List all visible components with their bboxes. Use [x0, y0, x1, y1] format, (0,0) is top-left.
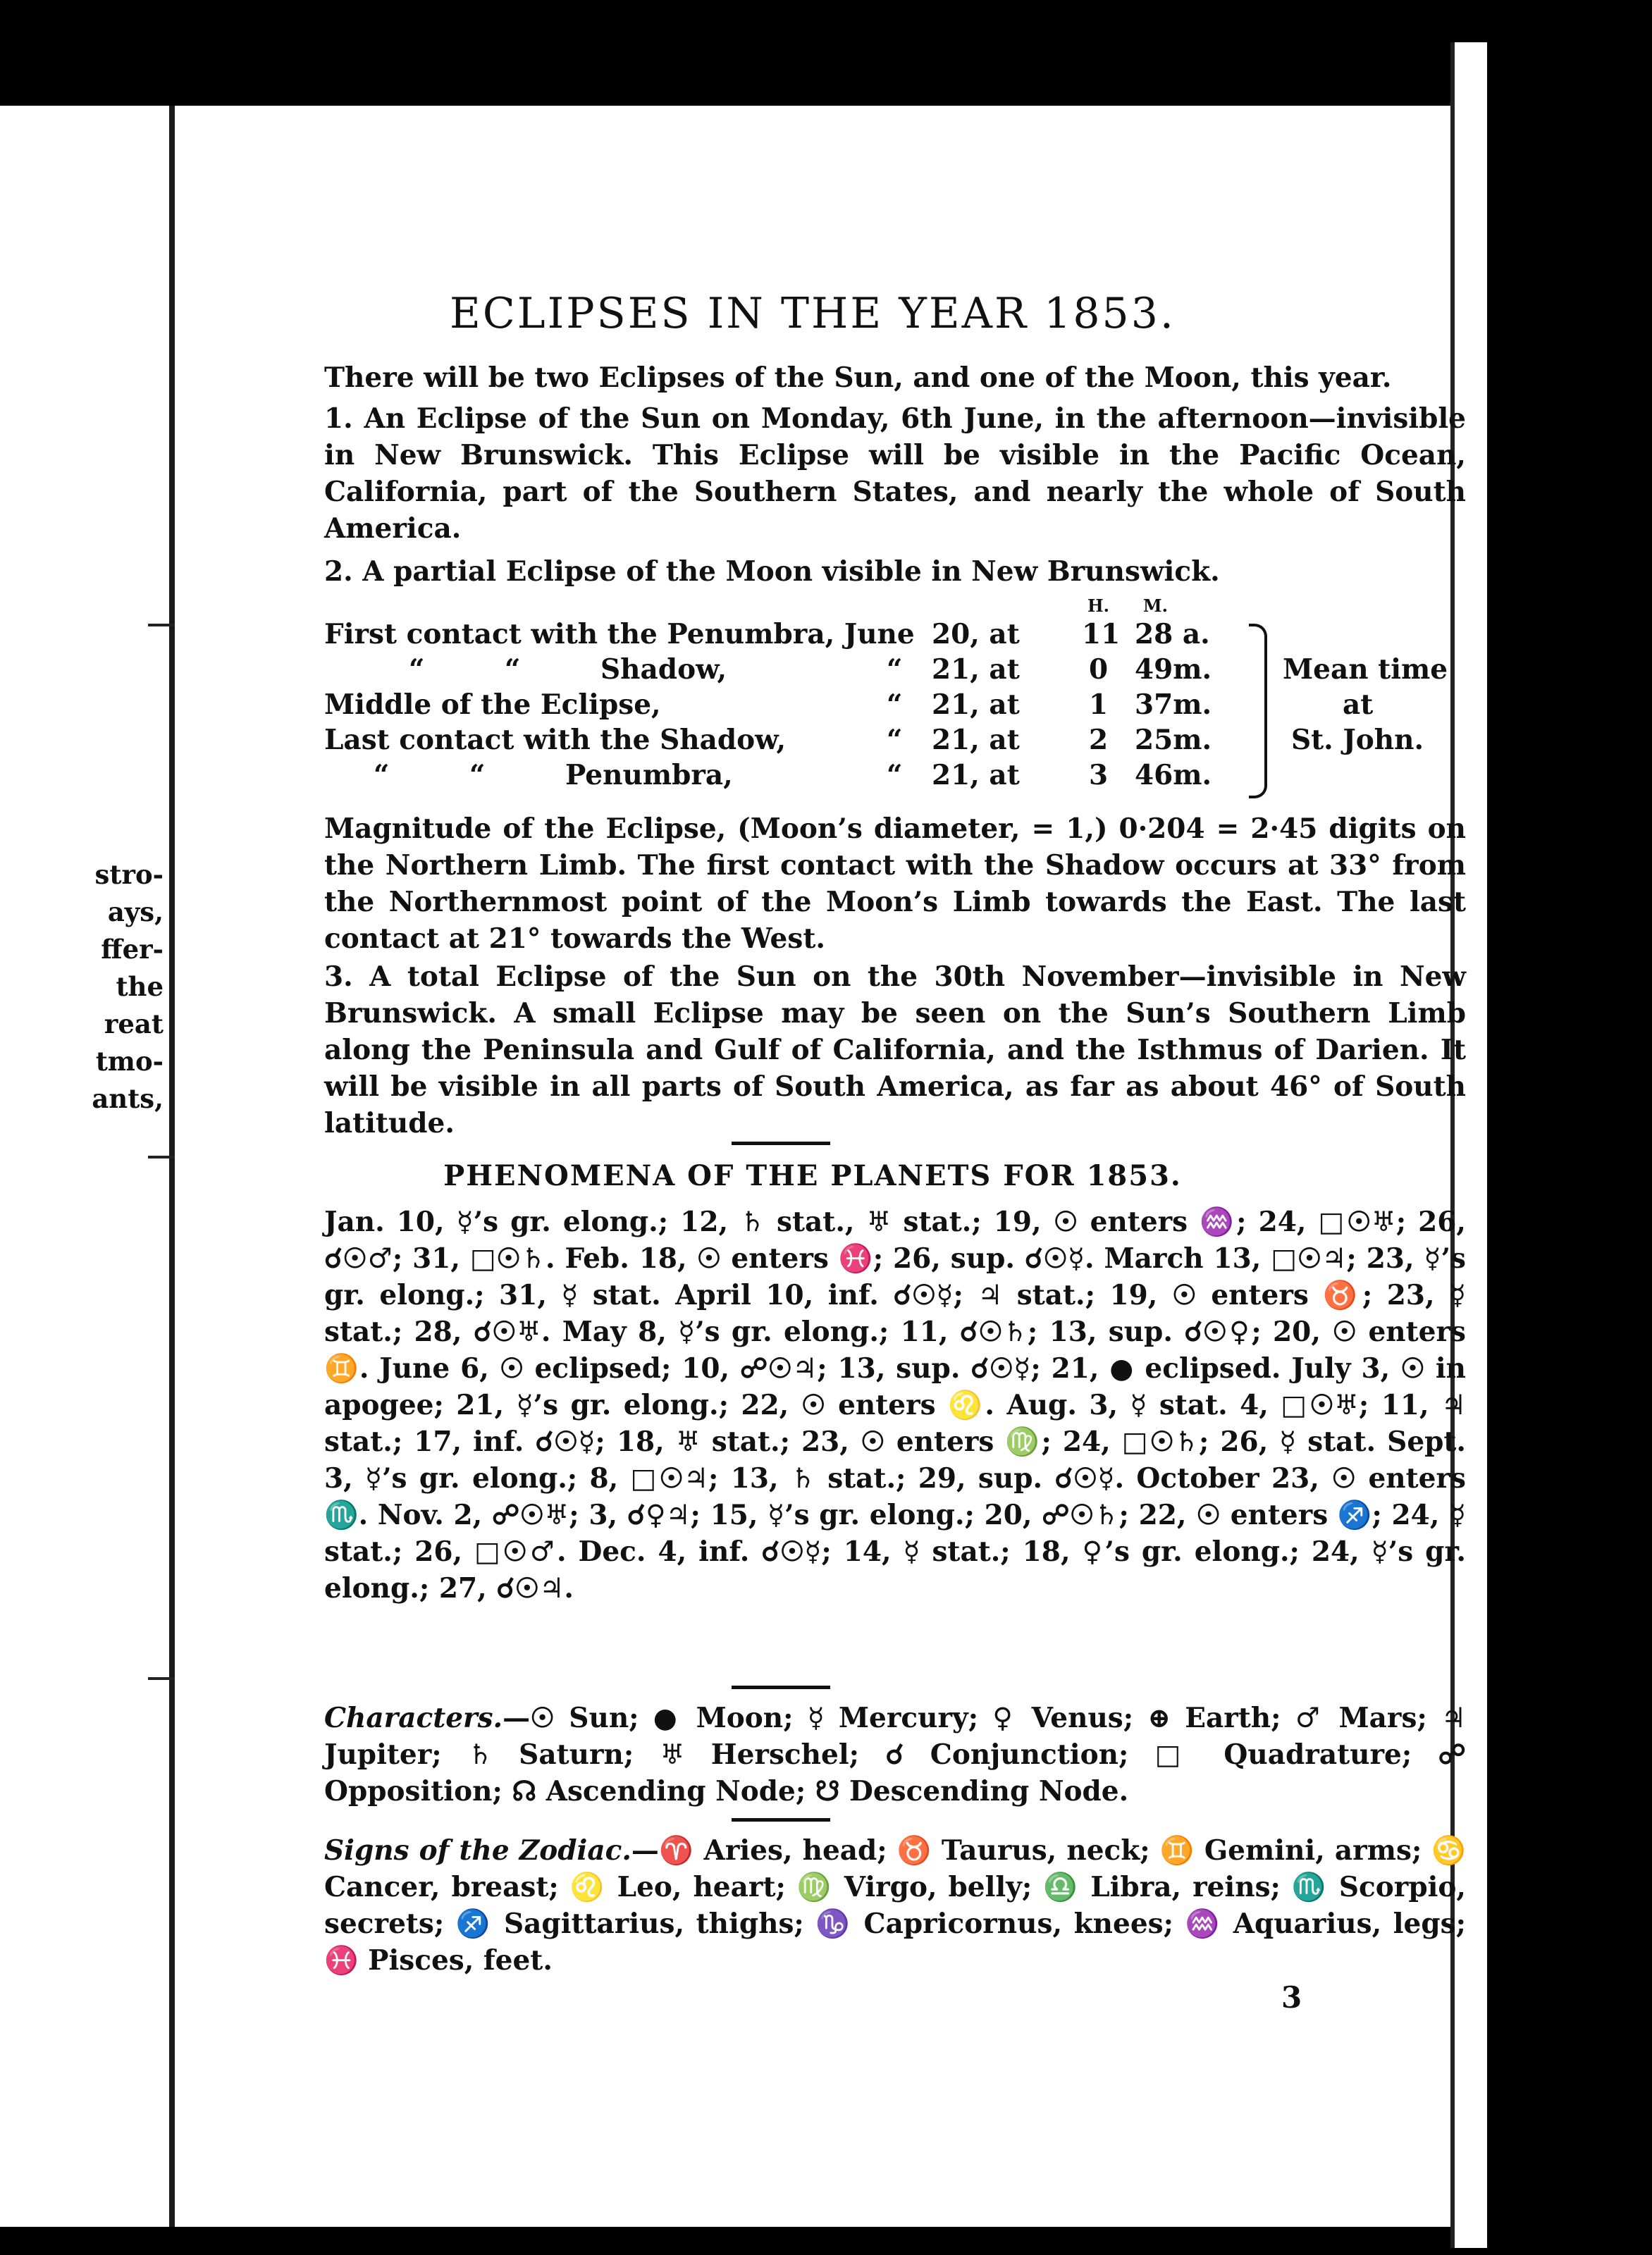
- intro-paragraph: There will be two Eclipses of the Sun, and one of the Moon, this year.: [324, 362, 1392, 394]
- table-row-ditto: “: [887, 688, 903, 721]
- left-fragment-line: ffer-: [101, 934, 164, 965]
- table-row-hour: 11: [1082, 618, 1121, 650]
- zodiac-label: Signs of the Zodiac.: [324, 1834, 631, 1867]
- table-row-ditto: “: [887, 759, 903, 791]
- table-row-day: 21, at: [932, 759, 1020, 791]
- left-page-edge: [0, 106, 169, 2227]
- zodiac-paragraph: [324, 1832, 1466, 1979]
- left-fragment-line: the: [116, 971, 164, 1002]
- eclipse-3-paragraph: 3. A total Eclipse of the Sun on the 30th November—invisible in New Brunswick. A small Eclipse may be seen on the Sun’s Southern Limb along the Peninsula and Gulf of California, and the Isthmus of Darien. It will be visible in all parts of South America, as far as about 46° of South latitude.: [324, 960, 1466, 1139]
- table-row-label: “ “ Penumbra,: [374, 759, 733, 791]
- table-row-hour: 2: [1089, 724, 1109, 756]
- mean-time-note: St. John.: [1291, 724, 1424, 756]
- phenomena-title: PHENOMENA OF THE PLANETS FOR 1853.: [443, 1159, 1182, 1192]
- table-row-minute: 28 a.: [1135, 618, 1210, 650]
- left-fragment-line: ants,: [92, 1083, 164, 1114]
- eclipse-1-paragraph: 1. An Eclipse of the Sun on Monday, 6th June, in the afternoon—invisible in New Brunswick. This Eclipse will be visible in the Pacific Ocean, California, part of the Southern States, and nearly the whole of South America.: [324, 402, 1466, 545]
- zodiac-text: —♈ Aries, head; ♉ Taurus, neck; ♊ Gemini, arms; ♋ Cancer, breast; ♌ Leo, heart; ♍ Virgo, belly; ♎ Libra, reins; ♏ Scorpio, secrets; ♐ Sagittarius, thighs; ♑ Capricornus, knees; ♒ Aquarius, legs; ♓ Pisces, feet.: [324, 1834, 1466, 1977]
- table-row-day: 20, at: [932, 618, 1020, 650]
- table-row-minute: 49m.: [1135, 653, 1212, 686]
- book-gutter: [169, 106, 175, 2227]
- mean-time-note: Mean time: [1283, 653, 1448, 686]
- characters-label: Characters.: [324, 1702, 503, 1734]
- document-page: [175, 106, 1467, 2227]
- table-row-label: Last contact with the Shadow,: [324, 724, 787, 756]
- table-row-hour: 3: [1089, 759, 1109, 791]
- table-row-label: “ “ Shadow,: [409, 653, 727, 686]
- eclipse-times-table: [324, 595, 1466, 807]
- table-row-ditto: “: [887, 653, 903, 686]
- table-row-hour: 1: [1089, 688, 1109, 721]
- hours-header: H.: [1087, 595, 1110, 616]
- table-row-day: 21, at: [932, 688, 1020, 721]
- table-row-day: 21, at: [932, 653, 1020, 686]
- characters-paragraph: [324, 1700, 1466, 1810]
- phenomena-paragraph: Jan. 10, ☿’s gr. elong.; 12, ♄ stat., ♅ stat.; 19, ☉ enters ♒; 24, □☉♅; 26, ☌☉♂; 31, □☉♄. Feb. 18, ☉ enters ♓; 26, sup. ☌☉☿. March 13, □☉♃; 23, ☿’s gr. elong.; 31, ☿ stat. April 10, inf. ☌☉☿; ♃ stat.; 19, ☉ enters ♉; 23, ☿ stat.; 28, ☌☉♅. May 8, ☿’s gr. elong.; 11, ☌☉♄; 13, sup. ☌☉♀; 20, ☉ enters ♊. June 6, ☉ eclipsed; 10, ☍☉♃; 13, sup. ☌☉☿; 21, ● eclipsed. July 3, ☉ in apogee; 21, ☿’s gr. elong.; 22, ☉ enters ♌. Aug. 3, ☿ stat. 4, □☉♅; 11, ♃ stat.; 17, inf. ☌☉☿; 18, ♅ stat.; 23, ☉ enters ♍; 24, □☉♄; 26, ☿ stat. Sept. 3, ☿’s gr. elong.; 8, □☉♃; 13, ♄ stat.; 29, sup. ☌☉☿. October 23, ☉ enters ♏. Nov. 2, ☍☉♅; 3, ☌♀♃; 15, ☿’s gr. elong.; 20, ☍☉♄; 22, ☉ enters ♐; 24, ☿ stat.; 26, □☉♂. Dec. 4, inf. ☌☉☿; 14, ☿ stat.; 18, ♀’s gr. elong.; 24, ☿’s gr. elong.; 27, ☌☉♃.: [324, 1206, 1467, 1605]
- table-row-label: First contact with the Penumbra, June: [324, 618, 915, 650]
- left-fragment-line: tmo-: [95, 1046, 164, 1077]
- magnitude-paragraph: Magnitude of the Eclipse, (Moon’s diameter, = 1,) 0·204 = 2·45 digits on the Northern Limb. The first contact with the Shadow occurs at 33° from the Northernmost point of the Moon’s Limb towards the East. The last contact at 21° towards the West.: [324, 813, 1466, 955]
- page-number: 3: [1281, 1980, 1302, 2015]
- table-row-minute: 25m.: [1135, 724, 1212, 756]
- table-row-hour: 0: [1089, 653, 1109, 686]
- table-row-day: 21, at: [932, 724, 1020, 756]
- section-divider: [732, 1142, 830, 1145]
- minutes-header: M.: [1143, 595, 1168, 616]
- table-row-minute: 46m.: [1135, 759, 1212, 791]
- table-brace: [1249, 624, 1267, 798]
- left-fragment-line: reat: [104, 1008, 164, 1039]
- section-divider: [732, 1818, 830, 1822]
- page-title: ECLIPSES IN THE YEAR 1853.: [450, 289, 1176, 338]
- table-row-label: Middle of the Eclipse,: [324, 688, 661, 721]
- eclipse-2-paragraph: 2. A partial Eclipse of the Moon visible in New Brunswick.: [324, 555, 1220, 588]
- table-row-ditto: “: [887, 724, 903, 756]
- left-page-fragment: [0, 856, 169, 1118]
- left-fragment-line: ays,: [107, 896, 164, 927]
- left-fragment-line: stro-: [94, 859, 164, 890]
- mean-time-note: at: [1343, 688, 1374, 721]
- table-row-minute: 37m.: [1135, 688, 1212, 721]
- characters-text: —☉ Sun; ● Moon; ☿ Mercury; ♀ Venus; ⊕ Earth; ♂ Mars; ♃ Jupiter; ♄ Saturn; ♅ Herschel; ☌ Conjunction; □ Quadrature; ☍ Opposition; ☊ Ascending Node; ☋ Descending Node.: [324, 1702, 1466, 1808]
- section-divider: [732, 1686, 830, 1689]
